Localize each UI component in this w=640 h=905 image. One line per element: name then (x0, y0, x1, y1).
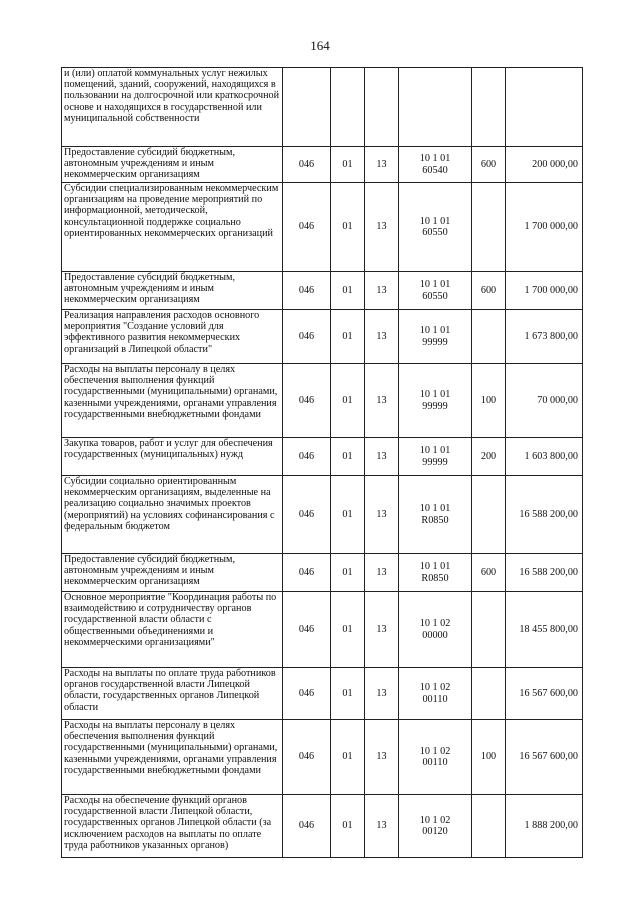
target-article-line2: 00000 (422, 629, 448, 641)
target-article-line2: R0850 (421, 572, 449, 584)
expense-name: Предоставление субсидий бюджетным, автономным учреждениям и иным некоммерческим организациям (62, 554, 283, 592)
target-article-code (399, 310, 472, 364)
target-article-code (399, 720, 472, 795)
ministry-code: 046 (283, 183, 331, 272)
target-article-line1: 10 1 01 (419, 153, 451, 165)
expense-type-code (472, 310, 506, 364)
target-article-line2: 60550 (422, 227, 448, 238)
target-article-line1: 10 1 02 (419, 682, 451, 694)
amount: 16 567 600,00 (506, 668, 583, 720)
expense-name: Расходы на выплаты по оплате труда работников органов государственной власти Липецкой области, государственных органов Липецкой области (62, 668, 283, 720)
subsection-code: 13 (365, 310, 399, 364)
subsection-code: 13 (365, 476, 399, 554)
table-row (62, 68, 583, 147)
expense-type-code (472, 592, 506, 668)
amount: 1 888 200,00 (506, 795, 583, 858)
page-number: 164 (310, 38, 330, 53)
section-code (331, 68, 365, 147)
amount: 70 000,00 (506, 364, 583, 438)
expense-name: Закупка товаров, работ и услуг для обеспечения государственных (муниципальных) нужд (62, 438, 283, 476)
expense-name: Предоставление субсидий бюджетным, автономным учреждениям и иным некоммерческим организациям (62, 147, 283, 183)
ministry-code: 046 (283, 476, 331, 554)
target-article-line2: 99999 (422, 456, 448, 468)
target-article-code (399, 554, 472, 592)
ministry-code: 046 (283, 554, 331, 592)
expense-name: Субсидии специализированным некоммерческим организациям на проведение мероприятий по информационной, методической, консультационной поддержке социально ориентированных некоммерческих организаций (62, 183, 283, 272)
section-code: 01 (331, 668, 365, 720)
target-article-line2: 00120 (422, 826, 448, 837)
expense-type-code (472, 795, 506, 858)
table-row (62, 310, 583, 364)
amount: 1 603 800,00 (506, 438, 583, 476)
expense-name: Реализация направления расходов основного мероприятия "Создание условий для эффективного развития некоммерческих организаций в Липецкой области" (62, 310, 283, 364)
target-article-line1: 10 1 01 (419, 561, 451, 573)
table-row (62, 720, 583, 795)
expense-name: Предоставление субсидий бюджетным, автономным учреждениям и иным некоммерческим организациям (62, 272, 283, 310)
target-article-line1: 10 1 01 (419, 445, 451, 457)
expense-type-code (472, 668, 506, 720)
table-row (62, 438, 583, 476)
target-article-line1: 10 1 01 (419, 279, 451, 291)
target-article-line1: 10 1 01 (419, 215, 451, 227)
target-article-line1: 10 1 02 (419, 745, 451, 757)
section-code: 01 (331, 183, 365, 272)
target-article-line2: 60550 (422, 290, 448, 302)
target-article-code (399, 795, 472, 858)
ministry-code: 046 (283, 592, 331, 668)
subsection-code: 13 (365, 183, 399, 272)
target-article-code (399, 476, 472, 554)
expense-type-code: 600 (472, 554, 506, 592)
ministry-code: 046 (283, 147, 331, 183)
target-article-code (399, 183, 472, 272)
table-row (62, 795, 583, 858)
expense-name: Расходы на выплаты персоналу в целях обеспечения выполнения функций государственными (муниципальными) органами, казенными учреждениями, органами управления государственными внебюджетными фондами (62, 720, 283, 795)
amount: 16 588 200,00 (506, 554, 583, 592)
target-article-line2: 99999 (422, 400, 448, 412)
target-article-line1: 10 1 01 (419, 503, 451, 515)
target-article-line1: 10 1 02 (419, 814, 451, 826)
budget-table (61, 67, 583, 858)
target-article-line1: 10 1 01 (419, 325, 451, 337)
subsection-code: 13 (365, 668, 399, 720)
ministry-code: 046 (283, 438, 331, 476)
ministry-code: 046 (283, 310, 331, 364)
section-code: 01 (331, 364, 365, 438)
target-article-line1: 10 1 01 (419, 389, 451, 401)
ministry-code: 046 (283, 668, 331, 720)
section-code: 01 (331, 592, 365, 668)
section-code: 01 (331, 438, 365, 476)
target-article-code (399, 364, 472, 438)
target-article-code (399, 147, 472, 183)
amount: 16 567 600,00 (506, 720, 583, 795)
table-row (62, 668, 583, 720)
expense-name: Расходы на обеспечение функций органов государственной власти Липецкой области, государственных органов Липецкой области (за исключением расходов на выплаты по оплате труда работников указанных органов) (62, 795, 283, 858)
target-article-code (399, 668, 472, 720)
section-code: 01 (331, 476, 365, 554)
target-article-line2: 00110 (422, 757, 448, 768)
table-row (62, 272, 583, 310)
subsection-code: 13 (365, 272, 399, 310)
expense-type-code (472, 476, 506, 554)
subsection-code: 13 (365, 720, 399, 795)
subsection-code: 13 (365, 364, 399, 438)
table-row (62, 554, 583, 592)
subsection-code: 13 (365, 795, 399, 858)
amount: 1 700 000,00 (506, 183, 583, 272)
subsection-code: 13 (365, 592, 399, 668)
expense-type-code: 600 (472, 272, 506, 310)
target-article-line2: 00110 (422, 693, 448, 705)
amount: 18 455 800,00 (506, 592, 583, 668)
ministry-code (283, 68, 331, 147)
subsection-code: 13 (365, 147, 399, 183)
table-row (62, 592, 583, 668)
section-code: 01 (331, 310, 365, 364)
target-article-code (399, 68, 472, 147)
amount (506, 68, 583, 147)
expense-type-code: 100 (472, 720, 506, 795)
target-article-line2: 99999 (422, 336, 448, 348)
expense-type-code: 200 (472, 438, 506, 476)
ministry-code: 046 (283, 364, 331, 438)
expense-name: Расходы на выплаты персоналу в целях обеспечения выполнения функций государственными (муниципальными) органами, казенными учреждениями, органами управления государственными внебюджетными фондами (62, 364, 283, 438)
ministry-code: 046 (283, 720, 331, 795)
target-article-code (399, 592, 472, 668)
table-row (62, 476, 583, 554)
amount: 1 700 000,00 (506, 272, 583, 310)
expense-name: Субсидии социально ориентированным некоммерческим организациям, выделенные на реализацию социально значимых проектов (мероприятий) на условиях софинансирования с федеральным бюджетом (62, 476, 283, 554)
expense-type-code (472, 68, 506, 147)
table-row (62, 147, 583, 183)
section-code: 01 (331, 272, 365, 310)
target-article-line1: 10 1 02 (419, 618, 451, 630)
subsection-code: 13 (365, 438, 399, 476)
table-row (62, 364, 583, 438)
section-code: 01 (331, 147, 365, 183)
target-article-code (399, 272, 472, 310)
expense-type-code: 100 (472, 364, 506, 438)
section-code: 01 (331, 795, 365, 858)
amount: 200 000,00 (506, 147, 583, 183)
amount: 1 673 800,00 (506, 310, 583, 364)
amount: 16 588 200,00 (506, 476, 583, 554)
subsection-code (365, 68, 399, 147)
ministry-code: 046 (283, 272, 331, 310)
target-article-line2: 60540 (422, 164, 448, 176)
expense-name: Основное мероприятие "Координация работы по взаимодействию и сотрудничеству органов государственной власти области с общественными объединениями и некоммерческими организациями" (62, 592, 283, 668)
expense-type-code (472, 183, 506, 272)
table-row (62, 183, 583, 272)
section-code: 01 (331, 720, 365, 795)
expense-type-code: 600 (472, 147, 506, 183)
expense-name: и (или) оплатой коммунальных услуг нежилых помещений, зданий, сооружений, находящихся в пользовании на долгосрочной или краткосрочной основе и находящихся в государственной или муниципальной собственности (62, 68, 283, 147)
target-article-code (399, 438, 472, 476)
ministry-code: 046 (283, 795, 331, 858)
section-code: 01 (331, 554, 365, 592)
target-article-line2: R0850 (421, 514, 449, 526)
subsection-code: 13 (365, 554, 399, 592)
